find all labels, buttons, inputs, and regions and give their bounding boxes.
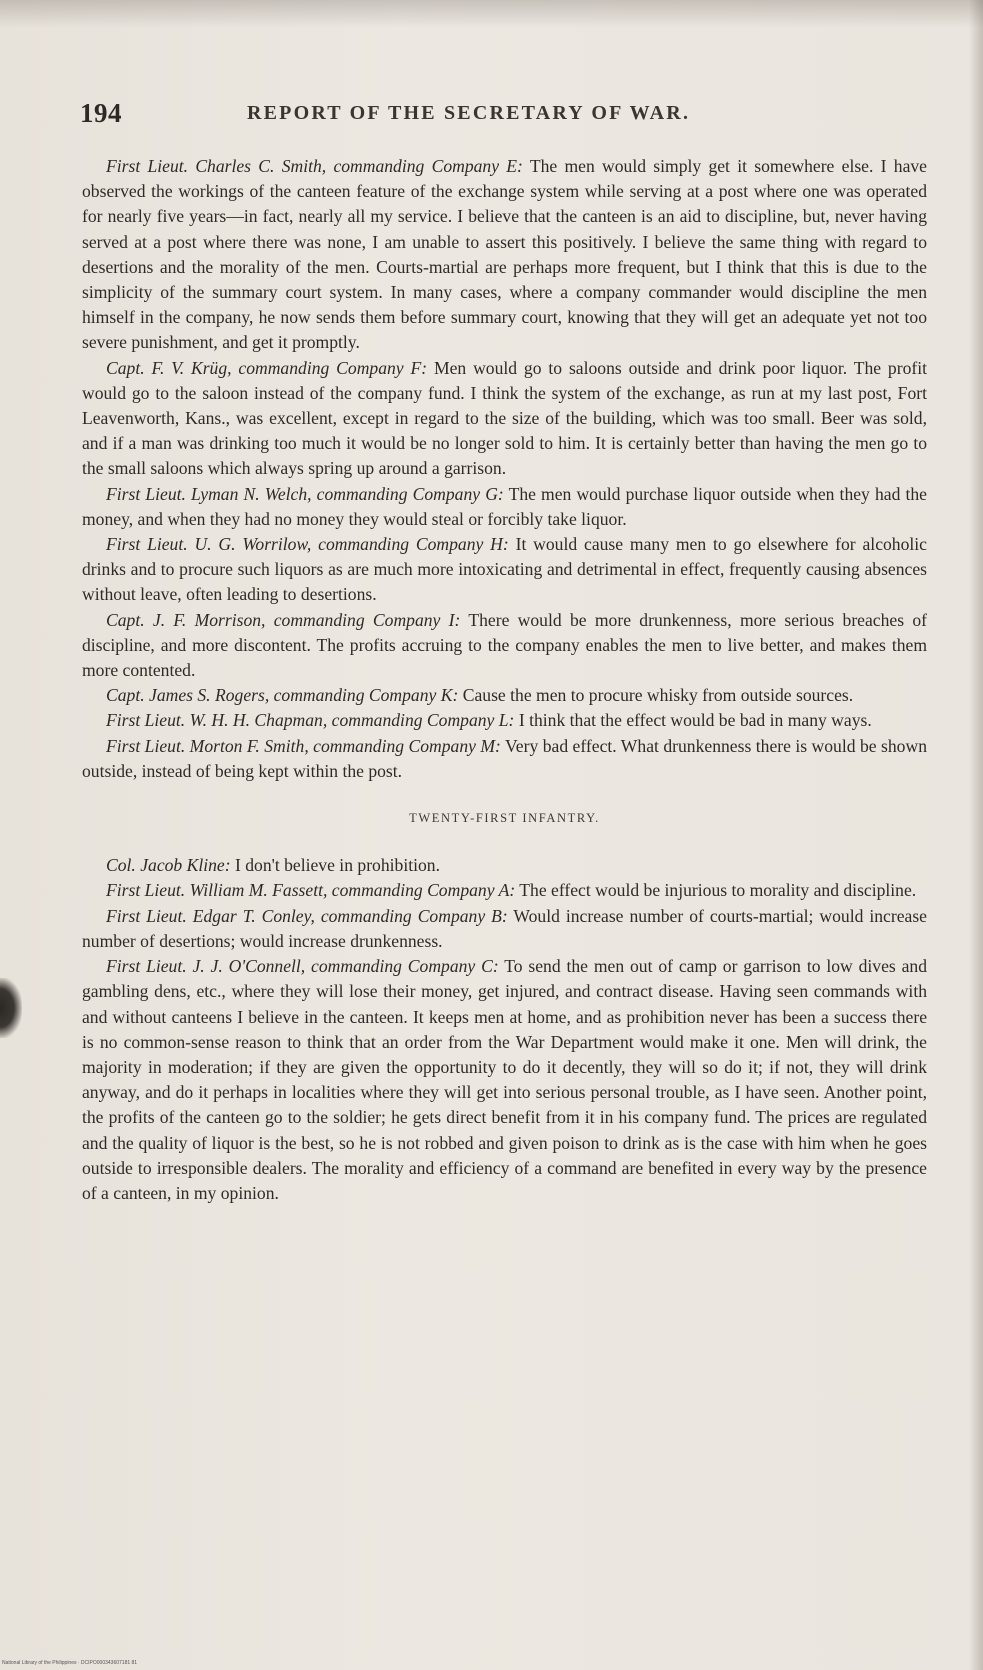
body-text: [82, 154, 927, 1206]
section-heading: TWENTY-FIRST INFANTRY.: [409, 811, 600, 826]
statement: I don't believe in prohibition.: [230, 855, 440, 876]
page-header: [80, 98, 925, 134]
statement: The men would purchase liquor outside when they had the money, and when they had no money they would steal or forcibly take liquor.: [82, 483, 927, 529]
speaker: First Lieut. Edgar T. Conley, commanding Company B:: [106, 905, 508, 926]
statement: Very bad effect. What drunkenness there is would be shown outside, instead of being kept within the post.: [82, 735, 927, 781]
paragraph-welch: [82, 482, 927, 532]
statement: Cause the men to procure whisky from outside sources.: [458, 685, 854, 706]
paragraph-krug: [82, 356, 927, 482]
paragraph-fassett: [82, 878, 927, 903]
page-number: 194: [80, 98, 122, 128]
speaker: Capt. J. F. Morrison, commanding Company I:: [106, 609, 461, 630]
statement: I think that the effect would be bad in many ways.: [514, 710, 872, 731]
speaker: Capt. James S. Rogers, commanding Company K:: [106, 685, 459, 706]
statement: There would be more drunkenness, more serious breaches of discipline, and more discontent. The profits accruing to the company enables the men to live better, and makes them more contented.: [82, 609, 928, 681]
speaker: First Lieut. W. H. H. Chapman, commanding Company L:: [106, 710, 515, 731]
paragraph-conley: [82, 904, 927, 954]
paragraph-m-smith: [82, 734, 927, 784]
library-credit: National Library of the Philippines · DCIPO000343607181 81: [2, 1660, 138, 1666]
paragraph-morrison: [82, 608, 927, 684]
speaker: First Lieut. Charles C. Smith, commanding Company E:: [106, 156, 523, 176]
statement: The men would simply get it somewhere else. I have observed the workings of the canteen feature of the exchange system while serving at a post where one was operated for nearly five years—in fact, nearly all my service. I believe that the canteen is an aid to discipline, but, never having served at a post where there was none, I am unable to assert this positively. I believe the same thing with regard to desertions and the morality of the men. Courts-martial are perhaps more frequent, but I think that this is due to the simplicity of the summary court system. In many cases, where a company commander would discipline the men himself in the company, he now sends them before summary court, knowing that they will get an adequate yet not too severe punishment, and get it promptly.: [82, 156, 927, 353]
paragraph-kline: [82, 853, 927, 878]
speaker: First Lieut. J. J. O'Connell, commanding Company C:: [106, 956, 499, 977]
speaker: First Lieut. William M. Fassett, commanding Company A:: [106, 880, 516, 901]
paragraph-c-smith: [82, 154, 927, 356]
top-shadow: [0, 0, 983, 28]
speaker: First Lieut. Lyman N. Welch, commanding Company G:: [106, 483, 504, 504]
statement: It would cause many men to go elsewhere for alcoholic drinks and to procure such liquors as are much more intoxicating and detrimental in effect, frequently causing absences without leave, often leading to desertions.: [82, 534, 927, 605]
speaker: First Lieut. Morton F. Smith, commanding Company M:: [106, 735, 501, 756]
statement: Would increase number of courts-martial; would increase number of desertions; would increase drunkenness.: [82, 905, 927, 951]
thumb-shadow: [0, 978, 22, 1038]
paragraph-oconnell: [82, 954, 927, 1206]
paragraph-chapman: [82, 708, 927, 733]
paragraph-rogers: [82, 683, 927, 708]
statement: Men would go to saloons outside and drink poor liquor. The profit would go to the saloon instead of the company fund. I think the system of the exchange, as run at my last post, Fort Leavenworth, Kans., was excellent, except in regard to the size of the building, which was too small. Beer was sold, and if a man was drinking too much it would be no longer sold to him. It is certainly better than having the men go to the small saloons which always spring up around a garrison.: [82, 357, 928, 479]
statement: To send the men out of camp or garrison to low dives and gambling dens, etc., where they will lose their money, get injured, and contract disease. Having seen commands with and without canteens I believe in the canteen. It keeps men at home, and as prohibition never has been a success there is no common-sense reason to think that an order from the War Department would make it one. Men will drink, the majority in moderation; if they are given the opportunity to do it decently, they will so do it; if not, they will drink anyway, and do it perhaps in localities where they will get into serious personal trouble, as I have seen. Another point, the profits of the canteen go to the soldier; he gets direct benefit from it in his company fund. The prices are regulated and the quality of liquor is the best, so he is not robbed and given poison to drink as is the case with him when he goes outside to irresponsible dealers. The morality and efficiency of a command are benefited in every way by the presence of a canteen, in my opinion.: [82, 956, 928, 1203]
running-title: REPORT OF THE SECRETARY OF WAR.: [247, 102, 691, 124]
speaker: Col. Jacob Kline:: [106, 855, 231, 876]
speaker: First Lieut. U. G. Worrilow, commanding Company H:: [106, 534, 509, 555]
right-edge-shadow: [969, 0, 983, 1670]
statement: The effect would be injurious to morality and discipline.: [515, 880, 917, 901]
paragraph-worrilow: [82, 532, 927, 608]
speaker: Capt. F. V. Krüg, commanding Company F:: [106, 357, 428, 378]
